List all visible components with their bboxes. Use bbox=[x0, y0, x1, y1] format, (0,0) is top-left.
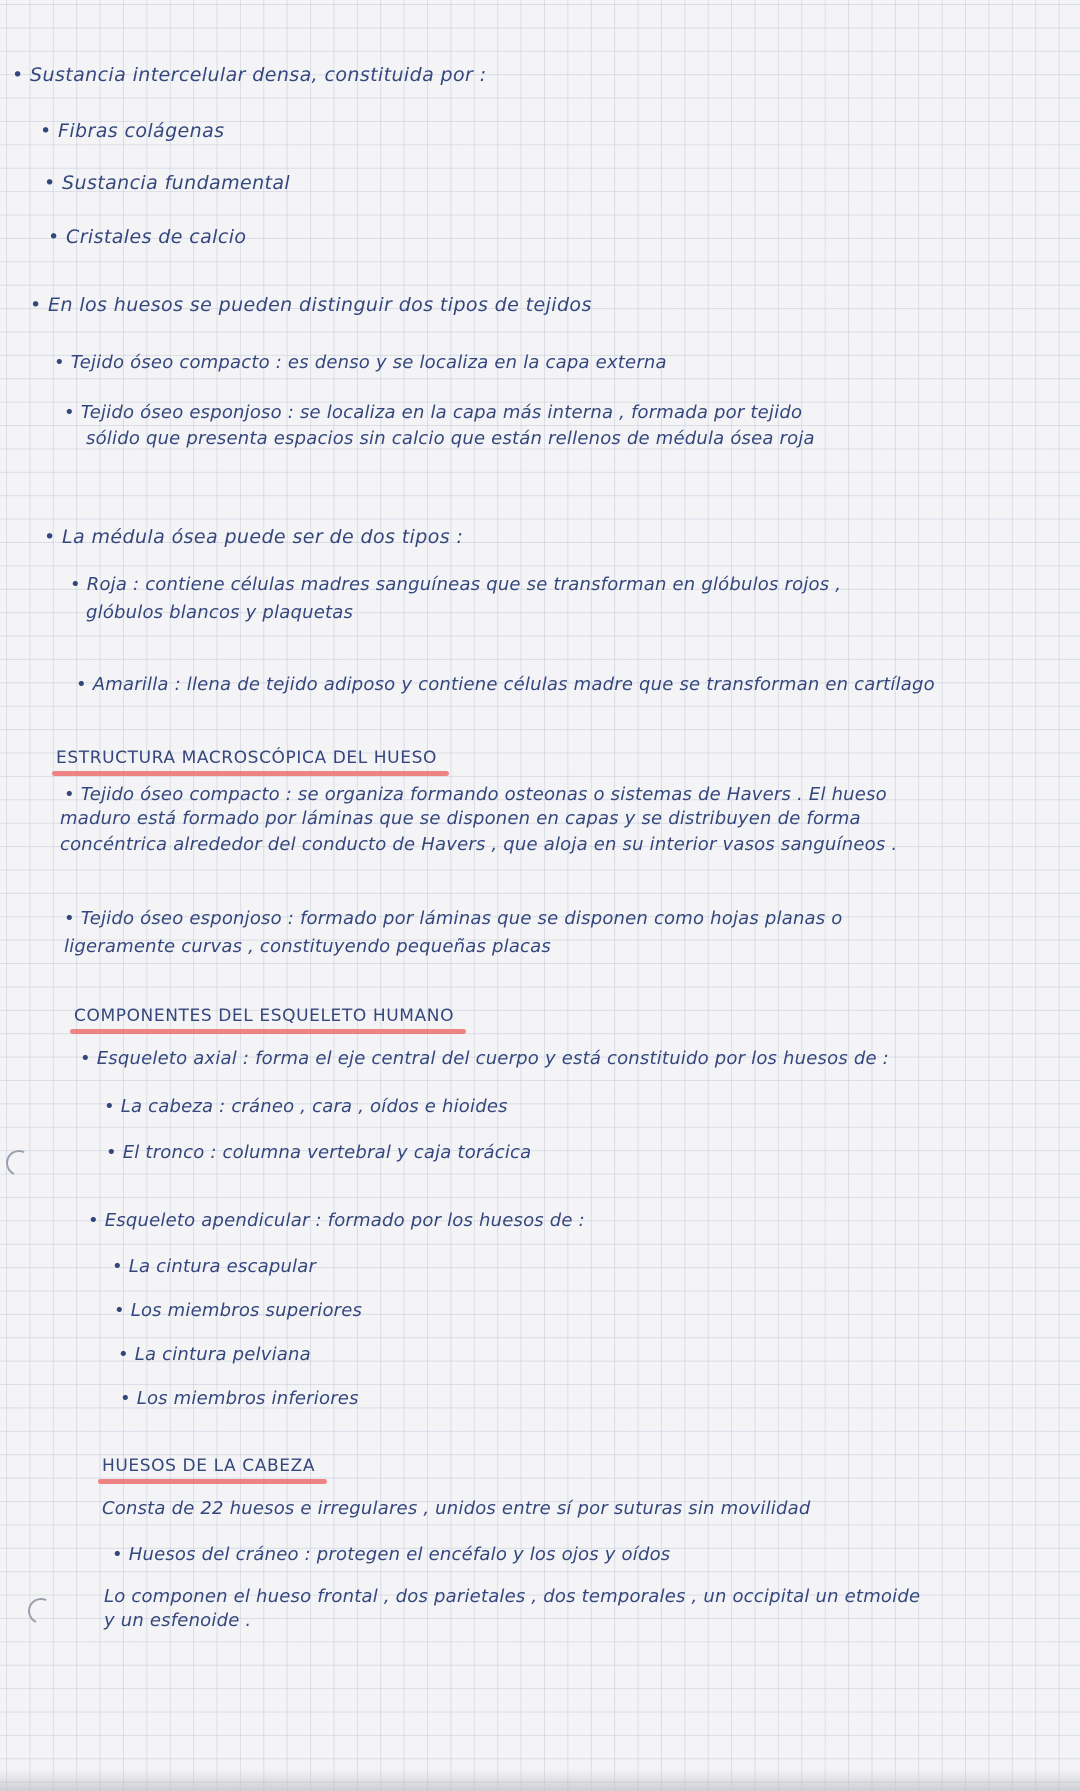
binder-ring-icon bbox=[24, 1594, 57, 1627]
note-line: • Esqueleto apendicular : formado por los huesos de : bbox=[88, 1210, 585, 1231]
note-line: concéntrica alrededor del conducto de Havers , que aloja en su interior vasos sanguíneos . bbox=[60, 834, 898, 855]
note-line: • El tronco : columna vertebral y caja torácica bbox=[106, 1142, 532, 1163]
section-heading: ESTRUCTURA MACROSCÓPICA DEL HUESO bbox=[54, 748, 441, 770]
note-line: • Tejido óseo compacto : es denso y se localiza en la capa externa bbox=[54, 352, 667, 373]
note-line: • Tejido óseo compacto : se organiza formando osteonas o sistemas de Havers . El hueso bbox=[64, 784, 887, 805]
note-line: glóbulos blancos y plaquetas bbox=[86, 602, 354, 623]
note-line: • Huesos del cráneo : protegen el encéfalo y los ojos y oídos bbox=[112, 1544, 671, 1565]
note-line: • La cintura escapular bbox=[112, 1256, 317, 1277]
page-shadow bbox=[0, 1769, 1080, 1791]
note-line: sólido que presenta espacios sin calcio que están rellenos de médula ósea roja bbox=[86, 428, 815, 449]
note-line: maduro está formado por láminas que se disponen en capas y se distribuyen de forma bbox=[60, 808, 861, 829]
note-line: • Cristales de calcio bbox=[48, 226, 247, 248]
note-line: • La cintura pelviana bbox=[118, 1344, 311, 1365]
note-line: Consta de 22 huesos e irregulares , unidos entre sí por suturas sin movilidad bbox=[102, 1498, 811, 1519]
section-heading: COMPONENTES DEL ESQUELETO HUMANO bbox=[72, 1006, 458, 1028]
note-line: ligeramente curvas , constituyendo pequeñas placas bbox=[64, 936, 551, 957]
note-line: • Roja : contiene células madres sanguíneas que se transforman en glóbulos rojos , bbox=[70, 574, 842, 595]
note-line: • Esqueleto axial : forma el eje central del cuerpo y está constituido por los huesos de : bbox=[80, 1048, 889, 1069]
note-line: • Fibras colágenas bbox=[40, 120, 225, 142]
note-line: • La médula ósea puede ser de dos tipos : bbox=[44, 526, 464, 548]
note-line: • En los huesos se pueden distinguir dos tipos de tejidos bbox=[30, 294, 592, 316]
note-line: Lo componen el hueso frontal , dos parietales , dos temporales , un occipital un etmoide bbox=[104, 1586, 921, 1607]
binder-ring-icon bbox=[2, 1146, 35, 1179]
note-line: • Tejido óseo esponjoso : se localiza en la capa más interna , formada por tejido bbox=[64, 402, 803, 423]
note-line: • Amarilla : llena de tejido adiposo y contiene células madre que se transforman en cartílago bbox=[76, 674, 935, 695]
note-line: • Sustancia fundamental bbox=[44, 172, 291, 194]
note-line: y un esfenoide . bbox=[104, 1610, 252, 1631]
note-line: • Los miembros inferiores bbox=[120, 1388, 359, 1409]
note-line: • La cabeza : cráneo , cara , oídos e hioides bbox=[104, 1096, 508, 1117]
section-heading: HUESOS DE LA CABEZA bbox=[100, 1456, 319, 1478]
note-line: • Sustancia intercelular densa, constituida por : bbox=[12, 64, 487, 86]
note-line: • Los miembros superiores bbox=[114, 1300, 363, 1321]
note-line: • Tejido óseo esponjoso : formado por láminas que se disponen como hojas planas o bbox=[64, 908, 843, 929]
